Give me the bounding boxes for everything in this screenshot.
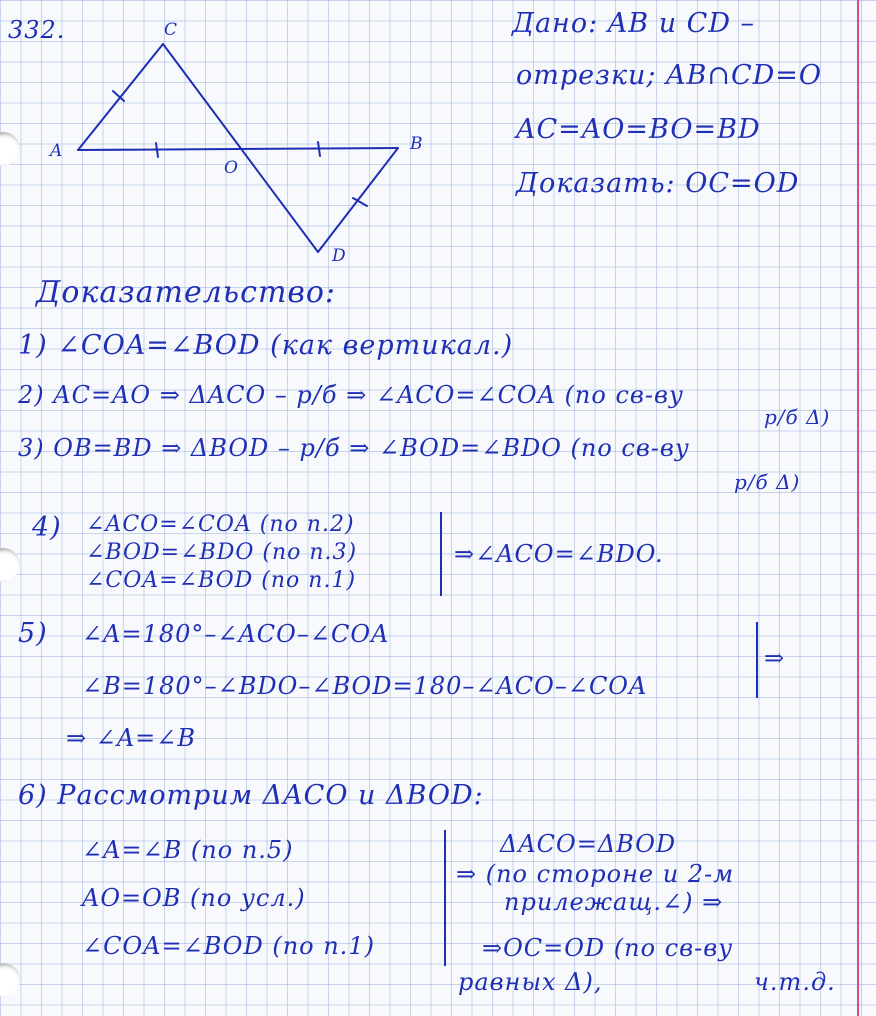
- proof-step-6-result-2: ⇒ (по стороне и 2-м: [456, 860, 735, 888]
- proof-step-4-number: 4): [32, 512, 62, 543]
- segment-ab: [78, 148, 398, 150]
- proof-step-6-heading: 6) Рассмотрим ΔACO и ΔBOD:: [18, 780, 484, 811]
- point-label-b: B: [410, 134, 423, 154]
- problem-number: 332.: [8, 16, 66, 44]
- proof-step-6-result-3: прилежащ.∠) ⇒: [504, 888, 724, 916]
- proof-step-6-result-5: равных Δ),: [458, 968, 603, 996]
- proof-step-5-result: ⇒ ∠A=∠B: [66, 724, 197, 752]
- point-label-o: O: [224, 158, 238, 178]
- proof-step-5-arrow: ⇒: [764, 644, 786, 672]
- proof-step-4-line: ∠BOD=∠BDO (по п.3): [86, 540, 358, 565]
- proof-step-6-line: AO=OB (по усл.): [82, 884, 306, 912]
- proof-step-3-cont: р/б Δ): [734, 470, 801, 494]
- proof-step-4-line: ∠COA=∠BOD (по п.1): [86, 568, 357, 593]
- proof-step-5-line-2: ∠B=180°–∠BDO–∠BOD=180–∠ACO–∠COA: [82, 672, 648, 700]
- given-line-1: Дано: AB и CD –: [512, 8, 756, 39]
- proof-step-4-result: ⇒∠ACO=∠BDO.: [454, 540, 664, 568]
- proof-step-2-cont: р/б Δ): [764, 405, 831, 429]
- proof-step-5-line-1: ∠A=180°–∠ACO–∠COA: [82, 620, 390, 648]
- prove-line: Доказать: OC=OD: [516, 168, 800, 199]
- proof-heading: Доказательство:: [36, 275, 337, 310]
- proof-step-6-line: ∠COA=∠BOD (по п.1): [82, 932, 375, 960]
- proof-step-6-line: ∠A=∠B (по п.5): [82, 836, 294, 864]
- point-label-c: C: [164, 20, 178, 40]
- brace-line: [444, 830, 446, 966]
- proof-step-1: 1) ∠COA=∠BOD (как вертикал.): [18, 330, 514, 361]
- brace-line: [440, 512, 442, 596]
- tick-ob: [318, 142, 320, 156]
- given-line-2: отрезки; AB∩CD=O: [516, 60, 823, 91]
- qed-mark: ч.т.д.: [754, 968, 836, 996]
- point-label-a: A: [50, 141, 63, 161]
- proof-step-3: 3) OB=BD ⇒ ΔBOD – р/б ⇒ ∠BOD=∠BDO (по св-ву: [18, 434, 690, 462]
- tick-ao: [156, 143, 158, 157]
- proof-step-2: 2) AC=AO ⇒ ΔACO – р/б ⇒ ∠ACO=∠COA (по св-ву: [18, 381, 684, 409]
- proof-step-6-result-4: ⇒OC=OD (по св-ву: [482, 934, 734, 962]
- proof-step-6-result-1: ΔACO=ΔBOD: [500, 830, 677, 858]
- brace-line: [756, 622, 758, 698]
- proof-step-5-number: 5): [18, 618, 48, 649]
- proof-step-4-line: ∠ACO=∠COA (по п.2): [86, 512, 355, 537]
- point-label-d: D: [332, 246, 346, 266]
- given-line-3: AC=AO=BO=BD: [516, 114, 761, 145]
